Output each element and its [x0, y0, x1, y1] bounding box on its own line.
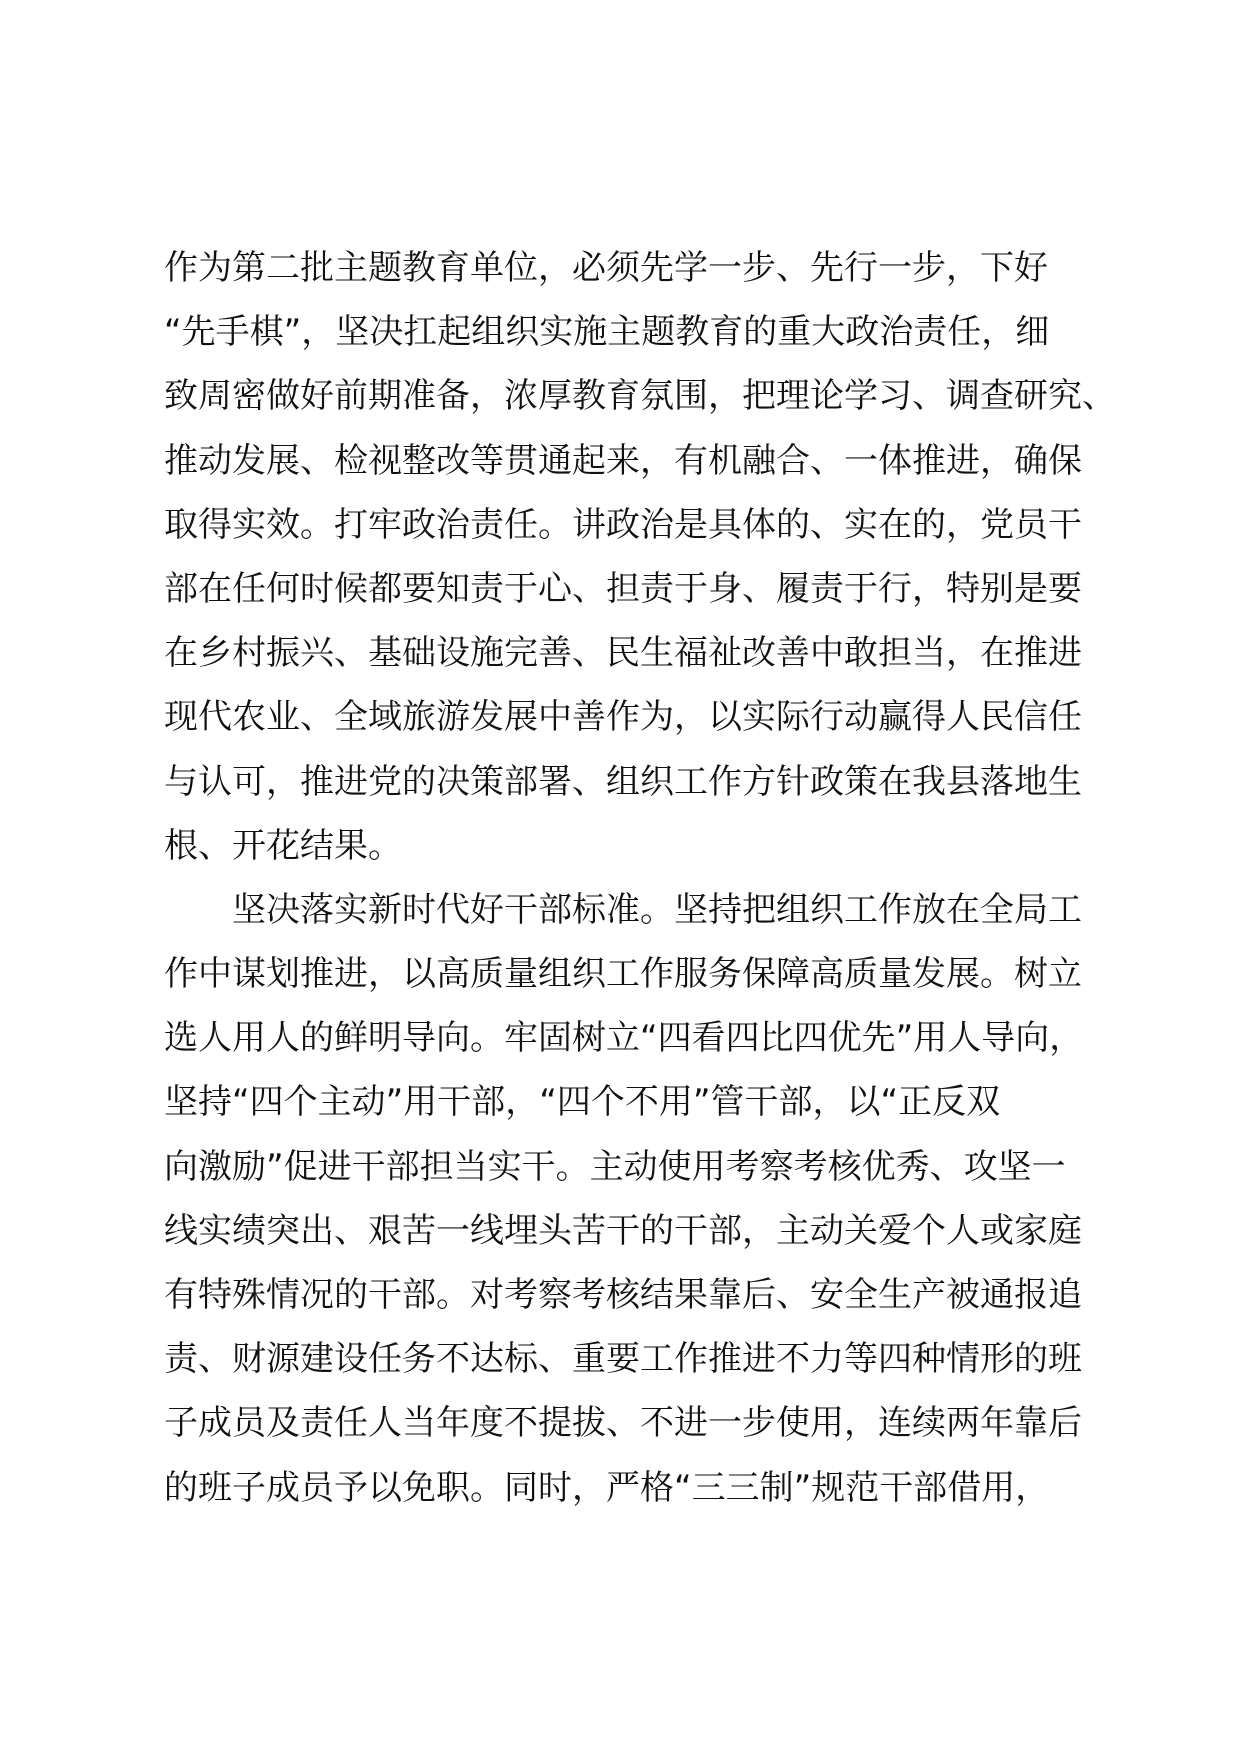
text-line: 致周密做好前期准备，浓厚教育氛围，把理论学习、调查研究、 [164, 376, 1116, 417]
text-line: 取得实效。打牢政治责任。讲政治是具体的、实在的，党员干 [164, 504, 1082, 545]
text-line: 的班子成员予以免职。同时，严格“三三制”规范干部借用， [164, 1467, 1050, 1508]
text-line: 有特殊情况的干部。对考察考核结果靠后、安全生产被通报追 [164, 1275, 1082, 1315]
text-line: 与认可，推进党的决策部署、组织工作方针政策在我县落地生 [164, 761, 1082, 802]
text-line: 作为第二批主题教育单位，必须先学一步、先行一步，下好 [164, 248, 1048, 288]
text-line: 推动发展、检视整改等贯通起来，有机融合、一体推进，确保 [164, 440, 1082, 481]
text-line: 线实绩突出、艰苦一线埋头苦干的干部，主动关爱个人或家庭 [164, 1210, 1082, 1251]
text-line: 部在任何时候都要知责于心、担责于身、履责于行，特别是要 [164, 568, 1082, 609]
text-line: 根、开花结果。 [164, 825, 402, 866]
text-line: “先手棋”，坚决扛起组织实施主题教育的重大政治责任，细 [164, 312, 1050, 353]
text-line: 坚决落实新时代好干部标准。坚持把组织工作放在全局工 [232, 889, 1082, 930]
text-line: 坚持“四个主动”用干部，“四个不用”管干部，以“正反双 [164, 1082, 1001, 1123]
text-line: 现代农业、全域旅游发展中善作为，以实际行动赢得人民信任 [164, 697, 1082, 738]
text-line: 作中谋划推进，以高质量组织工作服务保障高质量发展。树立 [164, 954, 1082, 995]
document-body [164, 236, 1124, 1520]
paragraph-1 [164, 236, 1124, 878]
text-line: 向激励”促进干部担当实干。主动使用考察考核优秀、攻坚一 [164, 1146, 1066, 1187]
text-line: 选人用人的鲜明导向。牢固树立“四看四比四优先”用人导向， [164, 1018, 1084, 1059]
paragraph-2 [164, 878, 1124, 1520]
text-line: 责、财源建设任务不达标、重要工作推进不力等四种情形的班 [164, 1339, 1082, 1380]
text-line: 子成员及责任人当年度不提拔、不进一步使用，连续两年靠后 [164, 1403, 1082, 1444]
text-line: 在乡村振兴、基础设施完善、民生福祉改善中敢担当，在推进 [164, 633, 1082, 674]
